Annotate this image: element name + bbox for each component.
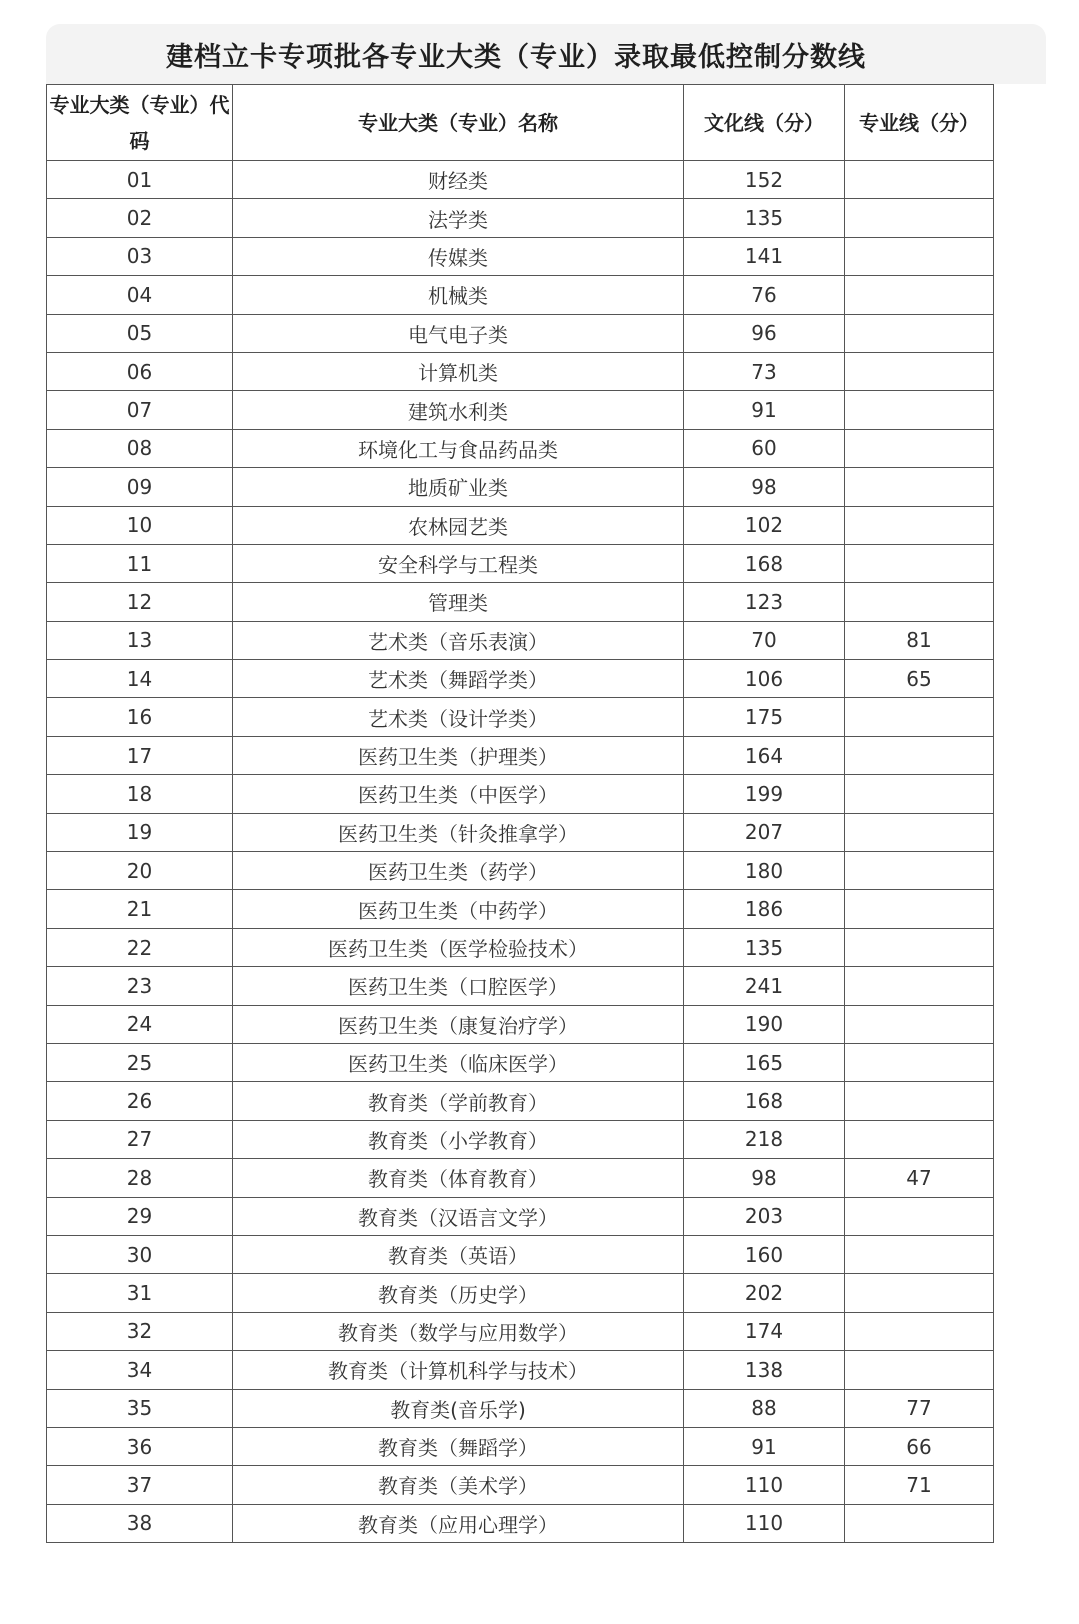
cell-culture-line: 98 (684, 1159, 845, 1197)
cell-major-line: 81 (845, 621, 994, 659)
cell-code: 16 (47, 698, 233, 736)
cell-name: 管理类 (233, 583, 684, 621)
cell-culture-line: 186 (684, 890, 845, 928)
cell-major-line (845, 583, 994, 621)
cell-code: 37 (47, 1466, 233, 1504)
table-row (47, 1235, 994, 1273)
cell-code: 27 (47, 1120, 233, 1158)
cell-code: 26 (47, 1082, 233, 1120)
title-bar (46, 24, 1046, 84)
cell-name: 医药卫生类（康复治疗学） (233, 1005, 684, 1043)
cell-name: 法学类 (233, 199, 684, 237)
cell-culture-line: 96 (684, 314, 845, 352)
cell-name: 医药卫生类（医学检验技术） (233, 928, 684, 966)
cell-code: 21 (47, 890, 233, 928)
cell-major-line (845, 775, 994, 813)
table-row (47, 583, 994, 621)
cell-culture-line: 175 (684, 698, 845, 736)
cell-culture-line: 160 (684, 1235, 845, 1273)
table-row (47, 352, 994, 390)
cell-major-line (845, 237, 994, 275)
cell-major-line (845, 1197, 994, 1235)
header-code: 专业大类（专业）代码 (47, 85, 233, 161)
table-row (47, 199, 994, 237)
cell-code: 28 (47, 1159, 233, 1197)
cell-major-line (845, 1120, 994, 1158)
cell-name: 环境化工与食品药品类 (233, 429, 684, 467)
cell-name: 教育类（应用心理学） (233, 1504, 684, 1542)
table-header-row (47, 85, 994, 161)
cell-code: 17 (47, 736, 233, 774)
cell-code: 31 (47, 1274, 233, 1312)
table-row (47, 621, 994, 659)
table-row (47, 1043, 994, 1081)
cell-code: 02 (47, 199, 233, 237)
cell-culture-line: 110 (684, 1504, 845, 1542)
cell-culture-line: 98 (684, 468, 845, 506)
cell-culture-line: 168 (684, 544, 845, 582)
cell-major-line: 47 (845, 1159, 994, 1197)
cell-major-line (845, 352, 994, 390)
cell-major-line (845, 1043, 994, 1081)
cell-code: 03 (47, 237, 233, 275)
header-major-line: 专业线（分） (845, 85, 994, 161)
cell-major-line (845, 1274, 994, 1312)
cell-major-line (845, 736, 994, 774)
table-row (47, 1427, 994, 1465)
cell-major-line (845, 391, 994, 429)
cell-culture-line: 123 (684, 583, 845, 621)
cell-code: 08 (47, 429, 233, 467)
cell-major-line (845, 967, 994, 1005)
cell-name: 教育类（美术学） (233, 1466, 684, 1504)
cell-code: 32 (47, 1312, 233, 1350)
cell-code: 34 (47, 1351, 233, 1389)
table-row (47, 1389, 994, 1427)
table-row (47, 544, 994, 582)
table-row (47, 1274, 994, 1312)
cell-major-line (845, 1005, 994, 1043)
cell-major-line (845, 1504, 994, 1542)
table-row (47, 736, 994, 774)
table-row (47, 429, 994, 467)
cell-culture-line: 174 (684, 1312, 845, 1350)
cell-major-line (845, 161, 994, 199)
table-row (47, 276, 994, 314)
cell-culture-line: 203 (684, 1197, 845, 1235)
table-row (47, 698, 994, 736)
cell-major-line (845, 1312, 994, 1350)
header-culture-line: 文化线（分） (684, 85, 845, 161)
cell-name: 财经类 (233, 161, 684, 199)
page-title: 建档立卡专项批各专业大类（专业）录取最低控制分数线 (166, 41, 866, 73)
cell-code: 05 (47, 314, 233, 352)
cell-code: 11 (47, 544, 233, 582)
cell-major-line (845, 928, 994, 966)
cell-name: 安全科学与工程类 (233, 544, 684, 582)
cell-culture-line: 102 (684, 506, 845, 544)
cell-name: 电气电子类 (233, 314, 684, 352)
table-row (47, 506, 994, 544)
cell-culture-line: 165 (684, 1043, 845, 1081)
table-row (47, 468, 994, 506)
cell-major-line (845, 813, 994, 851)
table-row (47, 890, 994, 928)
table-row (47, 391, 994, 429)
cell-major-line (845, 544, 994, 582)
cell-code: 36 (47, 1427, 233, 1465)
cell-name: 教育类（学前教育） (233, 1082, 684, 1120)
cell-culture-line: 207 (684, 813, 845, 851)
cell-name: 医药卫生类（中药学） (233, 890, 684, 928)
table-row (47, 775, 994, 813)
cell-code: 19 (47, 813, 233, 851)
cell-culture-line: 73 (684, 352, 845, 390)
cell-major-line: 71 (845, 1466, 994, 1504)
table-row (47, 161, 994, 199)
cell-major-line: 66 (845, 1427, 994, 1465)
cell-code: 35 (47, 1389, 233, 1427)
cell-code: 23 (47, 967, 233, 1005)
cell-culture-line: 135 (684, 928, 845, 966)
cell-name: 教育类（体育教育） (233, 1159, 684, 1197)
cell-code: 38 (47, 1504, 233, 1542)
table-row (47, 1197, 994, 1235)
cell-culture-line: 202 (684, 1274, 845, 1312)
cell-name: 地质矿业类 (233, 468, 684, 506)
table-row (47, 967, 994, 1005)
cell-major-line (845, 314, 994, 352)
cell-culture-line: 141 (684, 237, 845, 275)
cell-code: 04 (47, 276, 233, 314)
cell-code: 07 (47, 391, 233, 429)
table-row (47, 237, 994, 275)
table-row (47, 928, 994, 966)
cell-code: 20 (47, 852, 233, 890)
cell-name: 教育类（汉语言文学） (233, 1197, 684, 1235)
cell-name: 医药卫生类（药学） (233, 852, 684, 890)
cell-culture-line: 218 (684, 1120, 845, 1158)
cell-major-line (845, 1235, 994, 1273)
cell-name: 计算机类 (233, 352, 684, 390)
cell-culture-line: 91 (684, 1427, 845, 1465)
cell-code: 24 (47, 1005, 233, 1043)
cell-code: 13 (47, 621, 233, 659)
table-row (47, 1159, 994, 1197)
table-row (47, 1504, 994, 1542)
cell-culture-line: 152 (684, 161, 845, 199)
cell-name: 艺术类（设计学类） (233, 698, 684, 736)
cell-major-line (845, 199, 994, 237)
cell-culture-line: 190 (684, 1005, 845, 1043)
cell-code: 12 (47, 583, 233, 621)
cell-name: 医药卫生类（护理类） (233, 736, 684, 774)
cell-major-line (845, 1082, 994, 1120)
cell-culture-line: 241 (684, 967, 845, 1005)
cell-name: 教育类（英语） (233, 1235, 684, 1273)
cell-code: 01 (47, 161, 233, 199)
cell-culture-line: 138 (684, 1351, 845, 1389)
cell-culture-line: 106 (684, 660, 845, 698)
table-row (47, 314, 994, 352)
cell-code: 09 (47, 468, 233, 506)
cell-culture-line: 168 (684, 1082, 845, 1120)
cell-code: 14 (47, 660, 233, 698)
cell-name: 医药卫生类（临床医学） (233, 1043, 684, 1081)
cell-culture-line: 70 (684, 621, 845, 659)
cell-code: 18 (47, 775, 233, 813)
cell-name: 教育类（小学教育） (233, 1120, 684, 1158)
cell-culture-line: 135 (684, 199, 845, 237)
table-row (47, 1082, 994, 1120)
cell-major-line (845, 468, 994, 506)
cell-major-line (845, 852, 994, 890)
table-row (47, 1005, 994, 1043)
cell-name: 艺术类（音乐表演） (233, 621, 684, 659)
cell-major-line (845, 698, 994, 736)
cell-major-line: 65 (845, 660, 994, 698)
cell-name: 医药卫生类（口腔医学） (233, 967, 684, 1005)
cell-culture-line: 110 (684, 1466, 845, 1504)
cell-name: 教育类（历史学） (233, 1274, 684, 1312)
cell-code: 30 (47, 1235, 233, 1273)
cell-code: 25 (47, 1043, 233, 1081)
cell-major-line (845, 276, 994, 314)
cell-major-line (845, 429, 994, 467)
score-table (46, 84, 994, 1543)
cell-culture-line: 199 (684, 775, 845, 813)
cell-major-line (845, 506, 994, 544)
cell-code: 06 (47, 352, 233, 390)
cell-culture-line: 76 (684, 276, 845, 314)
cell-name: 传媒类 (233, 237, 684, 275)
cell-code: 29 (47, 1197, 233, 1235)
cell-major-line: 77 (845, 1389, 994, 1427)
cell-name: 教育类（计算机科学与技术） (233, 1351, 684, 1389)
table-row (47, 813, 994, 851)
cell-name: 教育类(音乐学) (233, 1389, 684, 1427)
cell-name: 教育类（数学与应用数学） (233, 1312, 684, 1350)
cell-code: 10 (47, 506, 233, 544)
table-row (47, 1312, 994, 1350)
cell-major-line (845, 890, 994, 928)
header-name: 专业大类（专业）名称 (233, 85, 684, 161)
cell-culture-line: 180 (684, 852, 845, 890)
cell-name: 艺术类（舞蹈学类） (233, 660, 684, 698)
table-row (47, 660, 994, 698)
cell-name: 机械类 (233, 276, 684, 314)
cell-culture-line: 91 (684, 391, 845, 429)
cell-name: 医药卫生类（针灸推拿学） (233, 813, 684, 851)
cell-name: 建筑水利类 (233, 391, 684, 429)
table-row (47, 852, 994, 890)
cell-name: 教育类（舞蹈学） (233, 1427, 684, 1465)
cell-major-line (845, 1351, 994, 1389)
table-row (47, 1351, 994, 1389)
cell-culture-line: 60 (684, 429, 845, 467)
table-row (47, 1120, 994, 1158)
cell-code: 22 (47, 928, 233, 966)
cell-name: 农林园艺类 (233, 506, 684, 544)
cell-culture-line: 88 (684, 1389, 845, 1427)
table-row (47, 1466, 994, 1504)
cell-culture-line: 164 (684, 736, 845, 774)
cell-name: 医药卫生类（中医学） (233, 775, 684, 813)
